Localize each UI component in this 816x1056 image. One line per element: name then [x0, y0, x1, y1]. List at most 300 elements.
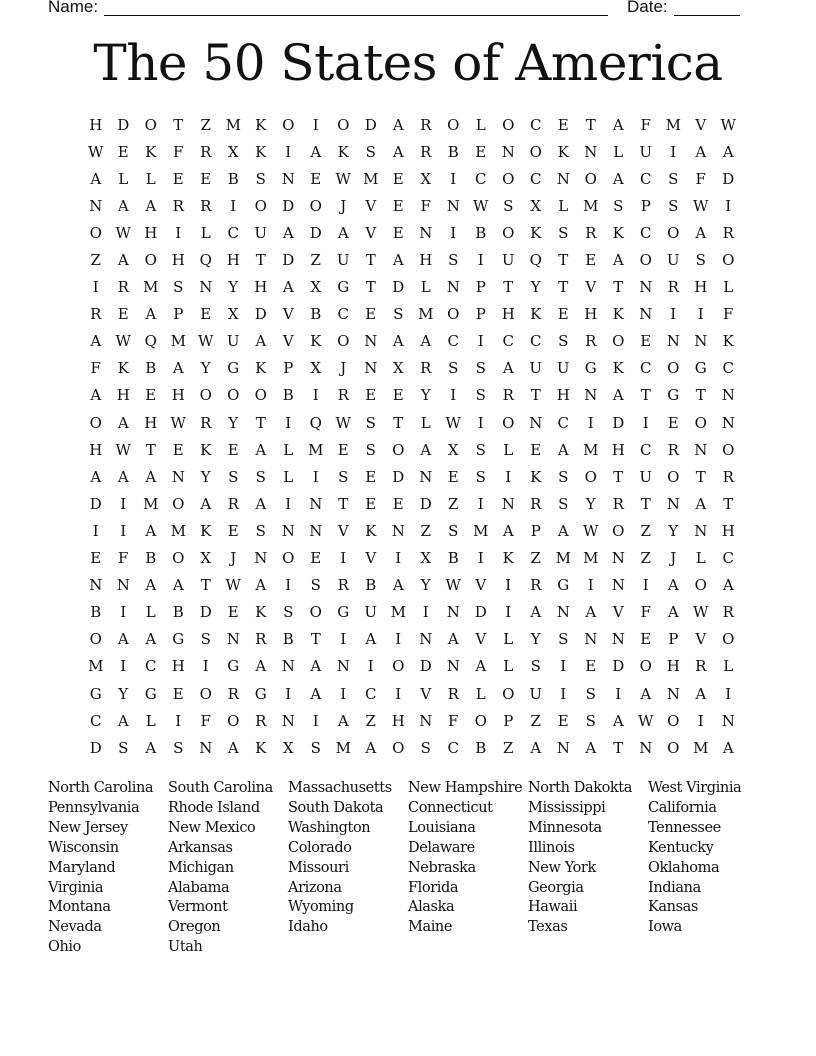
- grid-letter[interactable]: Z: [448, 494, 459, 513]
- grid-letter[interactable]: I: [340, 630, 347, 649]
- grid-letter[interactable]: N: [584, 386, 598, 405]
- grid-letter[interactable]: A: [145, 521, 157, 540]
- grid-letter[interactable]: A: [612, 169, 624, 188]
- grid-letter[interactable]: F: [200, 711, 211, 730]
- grid-letter[interactable]: N: [721, 413, 735, 432]
- grid-letter[interactable]: E: [585, 251, 597, 270]
- grid-letter[interactable]: W: [445, 413, 461, 432]
- grid-letter[interactable]: K: [365, 521, 377, 540]
- grid-letter[interactable]: O: [667, 738, 680, 757]
- grid-letter[interactable]: R: [172, 196, 184, 215]
- grid-letter[interactable]: B: [447, 142, 459, 161]
- grid-letter[interactable]: U: [336, 251, 350, 270]
- grid-letter[interactable]: H: [171, 251, 185, 270]
- grid-letter[interactable]: K: [337, 142, 349, 161]
- grid-letter[interactable]: I: [477, 251, 484, 270]
- grid-letter[interactable]: G: [667, 386, 680, 405]
- grid-letter[interactable]: A: [255, 576, 267, 595]
- grid-letter[interactable]: D: [474, 603, 487, 622]
- grid-letter[interactable]: C: [475, 169, 487, 188]
- grid-letter[interactable]: H: [666, 657, 680, 676]
- grid-letter[interactable]: W: [115, 223, 131, 242]
- grid-letter[interactable]: N: [446, 278, 460, 297]
- grid-letter[interactable]: S: [530, 657, 541, 676]
- grid-letter[interactable]: U: [254, 223, 268, 242]
- grid-letter[interactable]: N: [419, 630, 433, 649]
- grid-letter[interactable]: Z: [200, 115, 211, 134]
- grid-letter[interactable]: A: [172, 576, 184, 595]
- grid-letter[interactable]: I: [285, 142, 292, 161]
- grid-letter[interactable]: C: [722, 359, 734, 378]
- grid-letter[interactable]: L: [695, 549, 706, 568]
- grid-letter[interactable]: N: [694, 332, 708, 351]
- grid-letter[interactable]: T: [530, 386, 541, 405]
- grid-letter[interactable]: N: [419, 467, 433, 486]
- grid-letter[interactable]: E: [557, 711, 569, 730]
- grid-letter[interactable]: I: [505, 603, 512, 622]
- grid-letter[interactable]: O: [584, 467, 597, 486]
- grid-letter[interactable]: D: [612, 413, 625, 432]
- grid-letter[interactable]: M: [583, 440, 599, 459]
- grid-letter[interactable]: I: [450, 386, 457, 405]
- grid-letter[interactable]: Y: [200, 467, 211, 486]
- grid-letter[interactable]: S: [475, 467, 486, 486]
- grid-letter[interactable]: N: [501, 142, 515, 161]
- grid-letter[interactable]: I: [560, 684, 567, 703]
- grid-letter[interactable]: N: [694, 440, 708, 459]
- grid-letter[interactable]: R: [722, 467, 734, 486]
- grid-letter[interactable]: M: [583, 549, 599, 568]
- grid-letter[interactable]: S: [558, 332, 569, 351]
- grid-letter[interactable]: N: [281, 169, 295, 188]
- grid-letter[interactable]: A: [557, 521, 569, 540]
- grid-letter[interactable]: R: [585, 332, 597, 351]
- grid-letter[interactable]: O: [447, 305, 460, 324]
- grid-letter[interactable]: I: [285, 576, 292, 595]
- grid-letter[interactable]: F: [695, 169, 706, 188]
- grid-letter[interactable]: X: [530, 196, 542, 215]
- grid-letter[interactable]: N: [556, 169, 570, 188]
- grid-letter[interactable]: C: [530, 332, 542, 351]
- grid-letter[interactable]: D: [392, 467, 405, 486]
- grid-letter[interactable]: A: [557, 440, 569, 459]
- grid-letter[interactable]: Z: [503, 738, 514, 757]
- grid-letter[interactable]: R: [502, 386, 514, 405]
- grid-letter[interactable]: I: [285, 494, 292, 513]
- grid-letter[interactable]: A: [145, 630, 157, 649]
- grid-letter[interactable]: S: [585, 711, 596, 730]
- grid-letter[interactable]: X: [227, 305, 239, 324]
- grid-letter[interactable]: L: [723, 657, 734, 676]
- grid-letter[interactable]: I: [120, 521, 127, 540]
- grid-letter[interactable]: Z: [420, 521, 431, 540]
- grid-letter[interactable]: A: [145, 467, 157, 486]
- grid-letter[interactable]: G: [89, 684, 102, 703]
- grid-letter[interactable]: A: [420, 332, 432, 351]
- grid-letter[interactable]: Z: [640, 549, 651, 568]
- grid-letter[interactable]: I: [120, 494, 127, 513]
- grid-letter[interactable]: N: [639, 305, 653, 324]
- grid-letter[interactable]: D: [364, 115, 377, 134]
- grid-letter[interactable]: D: [89, 738, 102, 757]
- grid-letter[interactable]: E: [200, 169, 212, 188]
- grid-letter[interactable]: H: [501, 305, 515, 324]
- grid-letter[interactable]: E: [117, 305, 129, 324]
- grid-letter[interactable]: W: [170, 413, 186, 432]
- grid-letter[interactable]: R: [337, 576, 349, 595]
- grid-letter[interactable]: V: [365, 549, 377, 568]
- grid-letter[interactable]: N: [584, 142, 598, 161]
- grid-letter[interactable]: I: [477, 332, 484, 351]
- grid-letter[interactable]: E: [667, 413, 679, 432]
- grid-letter[interactable]: I: [725, 684, 732, 703]
- grid-letter[interactable]: B: [90, 603, 102, 622]
- grid-letter[interactable]: O: [172, 549, 185, 568]
- grid-letter[interactable]: S: [475, 359, 486, 378]
- grid-letter[interactable]: H: [419, 251, 433, 270]
- grid-letter[interactable]: R: [667, 278, 679, 297]
- grid-letter[interactable]: P: [530, 521, 541, 540]
- grid-letter[interactable]: R: [722, 603, 734, 622]
- grid-letter[interactable]: I: [477, 494, 484, 513]
- grid-letter[interactable]: D: [199, 603, 212, 622]
- grid-letter[interactable]: O: [337, 115, 350, 134]
- grid-letter[interactable]: S: [668, 196, 679, 215]
- grid-letter[interactable]: O: [639, 251, 652, 270]
- grid-letter[interactable]: E: [530, 440, 542, 459]
- grid-letter[interactable]: N: [89, 196, 103, 215]
- grid-letter[interactable]: V: [365, 223, 377, 242]
- grid-letter[interactable]: T: [503, 278, 514, 297]
- grid-letter[interactable]: S: [365, 413, 376, 432]
- grid-letter[interactable]: N: [199, 278, 213, 297]
- grid-letter[interactable]: O: [502, 115, 515, 134]
- grid-letter[interactable]: M: [473, 521, 489, 540]
- grid-letter[interactable]: N: [364, 359, 378, 378]
- grid-letter[interactable]: H: [694, 278, 708, 297]
- grid-letter[interactable]: I: [725, 196, 732, 215]
- grid-letter[interactable]: G: [172, 630, 185, 649]
- grid-letter[interactable]: K: [310, 332, 322, 351]
- grid-letter[interactable]: N: [556, 738, 570, 757]
- grid-letter[interactable]: A: [392, 576, 404, 595]
- grid-letter[interactable]: I: [697, 711, 704, 730]
- grid-letter[interactable]: N: [611, 630, 625, 649]
- grid-letter[interactable]: N: [281, 657, 295, 676]
- grid-letter[interactable]: R: [200, 142, 212, 161]
- grid-letter[interactable]: A: [172, 359, 184, 378]
- grid-letter[interactable]: D: [282, 251, 295, 270]
- grid-letter[interactable]: N: [226, 630, 240, 649]
- grid-letter[interactable]: Y: [420, 386, 431, 405]
- grid-letter[interactable]: A: [90, 386, 102, 405]
- grid-letter[interactable]: L: [283, 467, 294, 486]
- grid-letter[interactable]: R: [447, 684, 459, 703]
- grid-letter[interactable]: E: [310, 169, 322, 188]
- grid-letter[interactable]: G: [227, 657, 240, 676]
- grid-letter[interactable]: M: [555, 549, 571, 568]
- grid-letter[interactable]: D: [722, 169, 735, 188]
- grid-letter[interactable]: L: [118, 169, 129, 188]
- grid-letter[interactable]: E: [227, 603, 239, 622]
- grid-letter[interactable]: N: [611, 549, 625, 568]
- grid-letter[interactable]: C: [640, 169, 652, 188]
- grid-letter[interactable]: O: [502, 169, 515, 188]
- grid-letter[interactable]: T: [365, 278, 376, 297]
- grid-letter[interactable]: H: [171, 657, 185, 676]
- grid-letter[interactable]: B: [447, 549, 459, 568]
- grid-letter[interactable]: O: [502, 413, 515, 432]
- grid-letter[interactable]: J: [670, 549, 677, 568]
- grid-letter[interactable]: O: [722, 630, 735, 649]
- grid-letter[interactable]: S: [585, 684, 596, 703]
- grid-letter[interactable]: A: [200, 494, 212, 513]
- grid-letter[interactable]: S: [118, 738, 129, 757]
- grid-letter[interactable]: S: [228, 467, 239, 486]
- grid-letter[interactable]: C: [447, 332, 459, 351]
- grid-letter[interactable]: N: [336, 657, 350, 676]
- grid-letter[interactable]: V: [475, 576, 487, 595]
- grid-letter[interactable]: W: [720, 115, 736, 134]
- grid-letter[interactable]: T: [173, 115, 184, 134]
- grid-letter[interactable]: S: [558, 467, 569, 486]
- grid-letter[interactable]: K: [200, 440, 212, 459]
- grid-letter[interactable]: N: [89, 576, 103, 595]
- grid-letter[interactable]: M: [583, 196, 599, 215]
- grid-letter[interactable]: O: [89, 223, 102, 242]
- grid-letter[interactable]: L: [723, 278, 734, 297]
- grid-letter[interactable]: O: [144, 115, 157, 134]
- grid-letter[interactable]: T: [613, 278, 624, 297]
- grid-letter[interactable]: N: [694, 521, 708, 540]
- grid-letter[interactable]: O: [502, 223, 515, 242]
- grid-letter[interactable]: O: [144, 251, 157, 270]
- grid-letter[interactable]: C: [530, 169, 542, 188]
- grid-letter[interactable]: D: [419, 657, 432, 676]
- grid-letter[interactable]: E: [117, 142, 129, 161]
- grid-letter[interactable]: O: [337, 332, 350, 351]
- grid-letter[interactable]: E: [365, 494, 377, 513]
- grid-letter[interactable]: N: [666, 494, 680, 513]
- grid-letter[interactable]: X: [227, 142, 239, 161]
- grid-letter[interactable]: N: [666, 332, 680, 351]
- grid-letter[interactable]: O: [612, 332, 625, 351]
- grid-letter[interactable]: A: [722, 142, 734, 161]
- grid-letter[interactable]: H: [89, 440, 103, 459]
- grid-letter[interactable]: A: [530, 738, 542, 757]
- grid-letter[interactable]: A: [447, 630, 459, 649]
- grid-letter[interactable]: N: [639, 738, 653, 757]
- grid-letter[interactable]: K: [255, 359, 267, 378]
- grid-letter[interactable]: H: [584, 305, 598, 324]
- grid-letter[interactable]: C: [640, 223, 652, 242]
- grid-letter[interactable]: C: [227, 223, 239, 242]
- grid-letter[interactable]: Y: [530, 278, 541, 297]
- grid-letter[interactable]: Z: [310, 251, 321, 270]
- grid-letter[interactable]: S: [420, 738, 431, 757]
- grid-letter[interactable]: X: [420, 169, 432, 188]
- grid-letter[interactable]: T: [558, 278, 569, 297]
- grid-letter[interactable]: C: [90, 711, 102, 730]
- grid-letter[interactable]: B: [282, 630, 294, 649]
- grid-letter[interactable]: S: [200, 630, 211, 649]
- grid-letter[interactable]: X: [447, 440, 459, 459]
- grid-letter[interactable]: Y: [420, 576, 431, 595]
- grid-letter[interactable]: T: [613, 467, 624, 486]
- grid-letter[interactable]: R: [667, 440, 679, 459]
- grid-letter[interactable]: N: [309, 494, 323, 513]
- grid-letter[interactable]: E: [447, 467, 459, 486]
- grid-letter[interactable]: Z: [90, 251, 101, 270]
- grid-letter[interactable]: B: [145, 549, 157, 568]
- grid-letter[interactable]: A: [282, 223, 294, 242]
- grid-letter[interactable]: H: [226, 251, 240, 270]
- grid-letter[interactable]: S: [558, 494, 569, 513]
- grid-letter[interactable]: Y: [228, 278, 239, 297]
- grid-letter[interactable]: N: [281, 521, 295, 540]
- name-blank-line[interactable]: [104, 15, 608, 16]
- grid-letter[interactable]: R: [200, 413, 212, 432]
- grid-letter[interactable]: F: [640, 603, 651, 622]
- grid-letter[interactable]: P: [173, 305, 184, 324]
- grid-letter[interactable]: X: [310, 278, 322, 297]
- grid-letter[interactable]: A: [255, 494, 267, 513]
- grid-letter[interactable]: V: [695, 115, 707, 134]
- grid-letter[interactable]: V: [282, 332, 294, 351]
- grid-letter[interactable]: R: [90, 305, 102, 324]
- grid-letter[interactable]: M: [693, 738, 709, 757]
- grid-letter[interactable]: A: [255, 440, 267, 459]
- grid-letter[interactable]: N: [199, 738, 213, 757]
- grid-letter[interactable]: Q: [529, 251, 542, 270]
- grid-letter[interactable]: I: [312, 467, 319, 486]
- grid-letter[interactable]: M: [88, 657, 104, 676]
- grid-letter[interactable]: S: [475, 386, 486, 405]
- grid-letter[interactable]: A: [90, 332, 102, 351]
- grid-letter[interactable]: A: [695, 223, 707, 242]
- grid-letter[interactable]: N: [666, 684, 680, 703]
- grid-letter[interactable]: E: [172, 440, 184, 459]
- grid-letter[interactable]: E: [337, 440, 349, 459]
- grid-letter[interactable]: N: [419, 223, 433, 242]
- grid-letter[interactable]: R: [227, 684, 239, 703]
- grid-letter[interactable]: A: [117, 196, 129, 215]
- grid-letter[interactable]: S: [283, 603, 294, 622]
- grid-letter[interactable]: W: [198, 332, 214, 351]
- grid-letter[interactable]: A: [475, 657, 487, 676]
- grid-letter[interactable]: B: [475, 738, 487, 757]
- grid-letter[interactable]: E: [145, 386, 157, 405]
- grid-letter[interactable]: B: [227, 169, 239, 188]
- grid-letter[interactable]: W: [115, 440, 131, 459]
- grid-letter[interactable]: A: [227, 738, 239, 757]
- grid-letter[interactable]: I: [395, 549, 402, 568]
- grid-letter[interactable]: L: [200, 223, 211, 242]
- grid-letter[interactable]: O: [694, 413, 707, 432]
- grid-letter[interactable]: N: [721, 711, 735, 730]
- grid-letter[interactable]: B: [310, 305, 322, 324]
- grid-letter[interactable]: B: [365, 576, 377, 595]
- grid-letter[interactable]: U: [226, 332, 240, 351]
- grid-letter[interactable]: V: [337, 521, 349, 540]
- grid-letter[interactable]: O: [612, 521, 625, 540]
- grid-letter[interactable]: I: [340, 549, 347, 568]
- grid-letter[interactable]: K: [557, 142, 569, 161]
- grid-letter[interactable]: G: [584, 359, 597, 378]
- grid-letter[interactable]: N: [529, 413, 543, 432]
- grid-letter[interactable]: O: [199, 386, 212, 405]
- grid-letter[interactable]: E: [475, 142, 487, 161]
- grid-letter[interactable]: A: [502, 521, 514, 540]
- grid-letter[interactable]: W: [335, 413, 351, 432]
- grid-letter[interactable]: G: [337, 278, 350, 297]
- grid-letter[interactable]: F: [640, 115, 651, 134]
- grid-letter[interactable]: S: [255, 521, 266, 540]
- grid-letter[interactable]: U: [639, 142, 653, 161]
- grid-letter[interactable]: O: [309, 603, 322, 622]
- grid-letter[interactable]: E: [392, 169, 404, 188]
- grid-letter[interactable]: K: [117, 359, 129, 378]
- grid-letter[interactable]: O: [722, 251, 735, 270]
- grid-letter[interactable]: J: [340, 196, 347, 215]
- grid-letter[interactable]: L: [475, 115, 486, 134]
- grid-letter[interactable]: O: [227, 711, 240, 730]
- grid-letter[interactable]: A: [117, 630, 129, 649]
- grid-letter[interactable]: A: [722, 576, 734, 595]
- grid-letter[interactable]: I: [285, 684, 292, 703]
- grid-letter[interactable]: I: [505, 467, 512, 486]
- grid-letter[interactable]: O: [639, 657, 652, 676]
- grid-letter[interactable]: T: [310, 630, 321, 649]
- grid-letter[interactable]: H: [721, 521, 735, 540]
- grid-letter[interactable]: E: [227, 521, 239, 540]
- grid-letter[interactable]: L: [475, 684, 486, 703]
- grid-letter[interactable]: L: [503, 630, 514, 649]
- grid-letter[interactable]: S: [448, 251, 459, 270]
- grid-letter[interactable]: O: [199, 684, 212, 703]
- grid-letter[interactable]: A: [310, 684, 322, 703]
- grid-letter[interactable]: D: [89, 494, 102, 513]
- grid-letter[interactable]: H: [89, 115, 103, 134]
- grid-letter[interactable]: M: [225, 115, 241, 134]
- grid-letter[interactable]: A: [612, 386, 624, 405]
- grid-letter[interactable]: I: [587, 413, 594, 432]
- grid-letter[interactable]: S: [365, 440, 376, 459]
- grid-letter[interactable]: O: [392, 738, 405, 757]
- grid-letter[interactable]: D: [392, 278, 405, 297]
- grid-letter[interactable]: S: [310, 738, 321, 757]
- grid-letter[interactable]: N: [281, 711, 295, 730]
- grid-letter[interactable]: I: [422, 603, 429, 622]
- grid-letter[interactable]: N: [171, 467, 185, 486]
- grid-letter[interactable]: S: [255, 467, 266, 486]
- grid-letter[interactable]: D: [282, 196, 295, 215]
- grid-letter[interactable]: I: [505, 576, 512, 595]
- grid-letter[interactable]: F: [173, 142, 184, 161]
- grid-letter[interactable]: K: [145, 142, 157, 161]
- grid-letter[interactable]: H: [144, 413, 158, 432]
- grid-letter[interactable]: A: [310, 142, 322, 161]
- grid-letter[interactable]: A: [585, 603, 597, 622]
- grid-letter[interactable]: M: [335, 738, 351, 757]
- grid-letter[interactable]: B: [145, 359, 157, 378]
- grid-letter[interactable]: Q: [144, 332, 157, 351]
- grid-letter[interactable]: T: [365, 251, 376, 270]
- grid-letter[interactable]: D: [254, 305, 267, 324]
- grid-letter[interactable]: Y: [228, 413, 239, 432]
- grid-letter[interactable]: W: [88, 142, 104, 161]
- grid-letter[interactable]: N: [364, 332, 378, 351]
